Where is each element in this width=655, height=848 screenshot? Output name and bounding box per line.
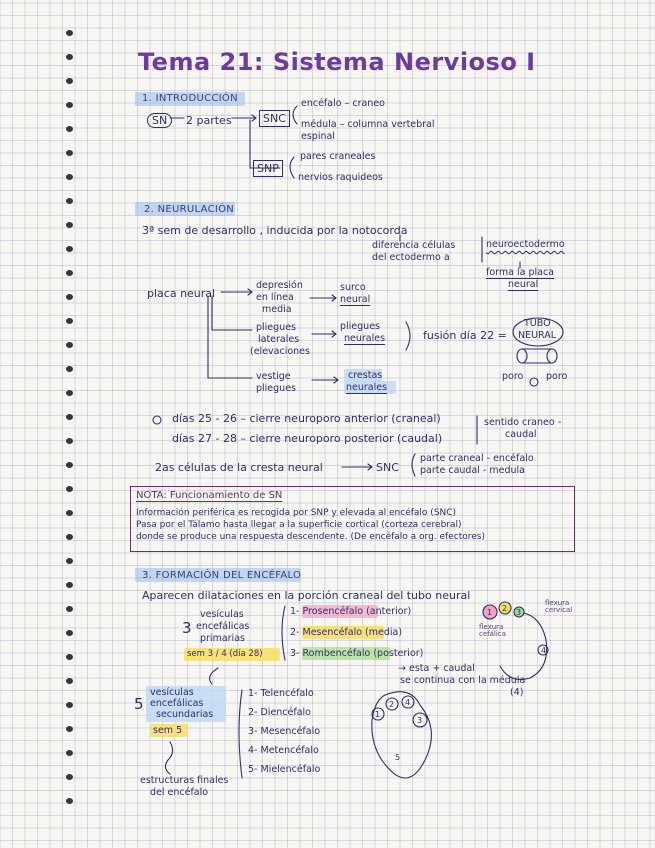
continua-medula: se continua con la médula <box>400 675 526 686</box>
arrow-surco <box>310 295 336 301</box>
tubo-label: TUBO <box>524 318 551 329</box>
brain-label-2: 2 <box>389 700 395 709</box>
number-3: 3 <box>182 619 192 637</box>
telencefalo: 1- Telencéfalo <box>248 688 314 699</box>
brace-secundarias <box>239 690 242 778</box>
tubo-neural-label: NEURAL <box>518 330 557 341</box>
metencefalo: 4- Metencéfalo <box>248 745 319 756</box>
placa-neural-word: neural <box>508 279 539 290</box>
embryo-label-4: 4 <box>541 646 547 655</box>
arrow-snc-2 <box>342 464 372 470</box>
caudal: caudal <box>505 429 537 440</box>
crestas: crestas <box>348 370 383 381</box>
nota-line-3: donde se produce una respuesta descendente. (De encéfalo a org. efectores) <box>136 532 485 542</box>
vestige: vestige <box>256 371 291 382</box>
sentido-craneo: sentido craneo - <box>484 417 562 428</box>
crestas-neurales: neurales <box>346 382 388 393</box>
arrow-snc <box>232 115 256 121</box>
embryo-label-1: 1 <box>487 608 493 617</box>
depresion: depresión <box>256 280 303 291</box>
nota-line-1: Información periférica es recogida por SNP y elevada al encéfalo (SNC) <box>136 508 457 518</box>
laterales: laterales <box>258 334 300 345</box>
brace-primarias <box>282 606 285 660</box>
page-title: Tema 21: Sistema Nervioso I <box>138 48 536 76</box>
section-3-heading: 3. FORMACIÓN DEL ENCÉFALO <box>142 570 302 581</box>
flexura-cefalica: flexura cefálica <box>479 623 506 638</box>
pliegues-2: pliegues <box>256 383 296 394</box>
elevaciones: (elevaciones <box>250 346 310 357</box>
connector-snp <box>250 120 280 168</box>
mesencefalo: 2- Mesencéfalo (media) <box>290 627 403 638</box>
pliegues: pliegues <box>256 322 296 333</box>
arrow-placa <box>221 289 252 295</box>
rombencefalo: 3- Rombencéfalo (posterior) <box>290 648 424 659</box>
pares-craneales: pares craneales <box>300 151 376 162</box>
del-encefalo: del encéfalo <box>150 787 209 798</box>
dias-25-26: días 25 - 26 – cierre neuroporo anterior (craneal) <box>172 412 441 425</box>
poro-left: poro <box>502 371 524 382</box>
arrow-crestas <box>312 377 338 383</box>
pliegues-neurales: pliegues <box>340 321 380 332</box>
poro-right: poro <box>546 371 568 382</box>
star-mark <box>530 378 538 386</box>
branch-pliegues <box>212 296 252 330</box>
brain-label-3: 3 <box>417 716 423 725</box>
brain-outline <box>372 692 432 778</box>
section-1-heading: 1. INTRODUCCIÓN <box>142 93 238 104</box>
embryo-label-3: 3 <box>516 608 522 617</box>
surco: surco <box>340 282 366 293</box>
arrow-to-secondary <box>210 668 218 684</box>
medula-columna: médula – columna vertebral <box>301 119 435 130</box>
formacion-intro: Aparecen dilataciones en la porción craneal del tubo neural <box>142 589 471 602</box>
surco-neural: neural <box>340 294 371 305</box>
brace-snp <box>290 157 294 178</box>
embryo-label-2: 2 <box>502 604 508 613</box>
brain-label-5: 5 <box>395 753 401 762</box>
placa-neural: placa neural <box>147 287 216 300</box>
mesencefalo-2: 3- Mesencéfalo <box>248 726 321 737</box>
brace-fusion <box>406 322 410 350</box>
neuroectodermo: neuroectodermo <box>486 239 565 250</box>
encefalo-craneo: encéfalo – craneo <box>301 98 385 109</box>
en-linea: en línea <box>256 292 294 303</box>
prosencefalo: 1- Prosencéfalo (anterior) <box>290 606 412 617</box>
neurulacion-intro: 3ª sem de desarrollo , inducida por la notocorda <box>142 224 408 237</box>
flexura-cervical: flexura cervical <box>545 599 573 614</box>
tube-end-right <box>547 349 557 363</box>
nota-line-2: Pasa por el Tálamo hasta llegar a la superficie cortical (corteza cerebral) <box>136 520 462 530</box>
encefalicas-primary: encefálicas <box>196 621 250 632</box>
paren-4: (4) <box>510 687 524 698</box>
primarias: primarias <box>200 633 245 644</box>
brain-label-4: 4 <box>405 698 411 707</box>
snc-box: SNC <box>259 110 290 127</box>
arrow-pliegues <box>312 331 336 337</box>
two-parts: 2 partes <box>186 114 232 127</box>
fusion-dia-22: fusión día 22 = <box>423 329 507 342</box>
vesiculas-primary: vesículas <box>200 609 244 620</box>
parte-craneal: parte craneal - encéfalo <box>420 453 534 464</box>
segundas-celulas: 2as células de la cresta neural <box>155 461 323 474</box>
section-2-heading: 2. NEURULACIÓN <box>144 204 235 215</box>
tubo-ellipse <box>513 318 563 346</box>
esta-caudal: → esta + caudal <box>398 663 475 674</box>
nota-label: NOTA: Funcionamiento de SN <box>136 490 283 501</box>
parte-caudal: parte caudal - medula <box>420 465 525 476</box>
branch-vestige <box>208 296 252 378</box>
vesiculas-secondary: vesículas <box>150 687 194 698</box>
snp-box: SNP <box>253 160 283 177</box>
sem-3-4: sem 3 / 4 (día 28) <box>187 649 263 659</box>
espinal: espinal <box>301 131 335 142</box>
number-5: 5 <box>134 695 144 713</box>
mielencefalo: 5- Mielencéfalo <box>248 764 321 775</box>
brain-label-1: 1 <box>375 710 381 719</box>
ectodermo: del ectodermo a <box>372 252 450 263</box>
nervios-raquideos: nervios raquideos <box>298 172 383 183</box>
estructuras-finales: estructuras finales <box>140 775 229 786</box>
sem-5: sem 5 <box>153 725 183 736</box>
diencefalo: 2- Diencéfalo <box>248 707 311 718</box>
squiggle-arrow <box>165 742 172 774</box>
encefalicas-secondary: encefálicas <box>150 698 204 709</box>
dias-27-28: días 27 - 28 – cierre neuroporo posterior (caudal) <box>172 432 443 445</box>
media: media <box>262 304 292 315</box>
diferencia-celulas: diferencia células <box>372 240 456 251</box>
secundarias: secundarias <box>156 709 214 720</box>
tube-end-left <box>517 349 527 363</box>
brace-partes <box>412 454 415 476</box>
forma-placa: forma la placa <box>486 267 555 278</box>
sn-label: SN <box>147 113 172 128</box>
snc-target: SNC <box>376 461 399 474</box>
star-mark-2 <box>153 416 161 424</box>
neurales-word: neurales <box>344 333 386 344</box>
brace-snc <box>293 106 297 124</box>
